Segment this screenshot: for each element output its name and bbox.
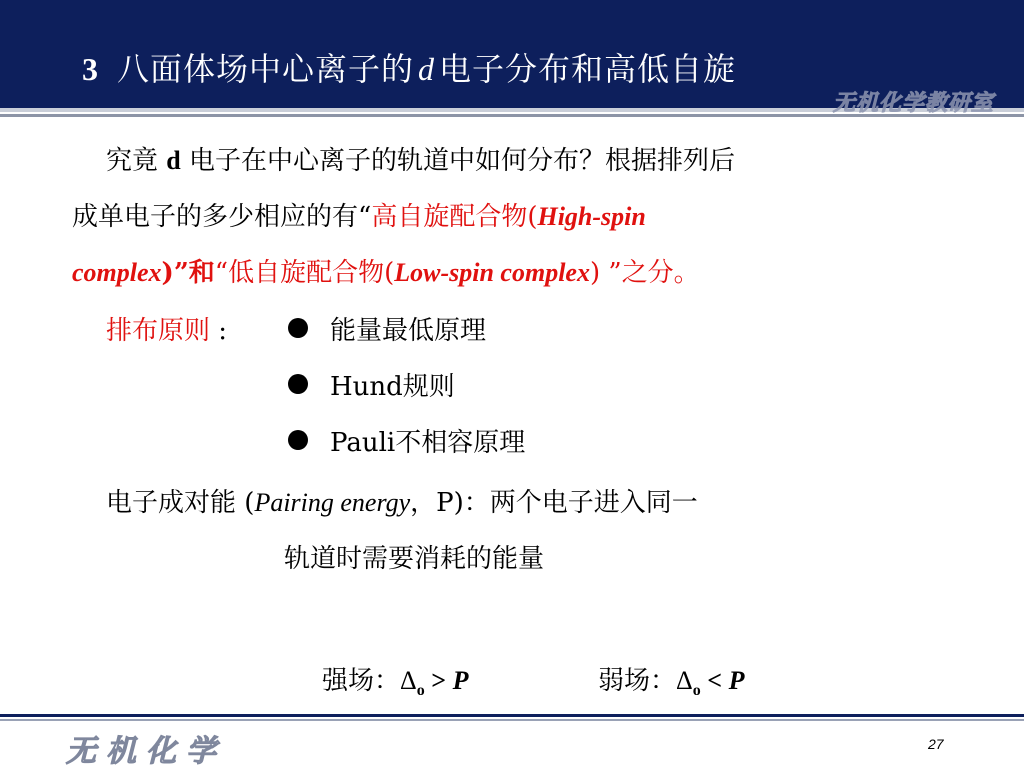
pairing-en: Pairing energy: [254, 488, 411, 517]
low-spin-en: Low-spin complex: [394, 258, 590, 287]
weak-P: P: [728, 666, 745, 695]
para1-line2: [72, 196, 646, 233]
weak-delta: Δ: [676, 666, 693, 695]
footer-divider: [0, 714, 1024, 717]
high-spin-cn: 高自旋配合物(: [371, 202, 538, 232]
footer-watermark: 无机化学: [66, 734, 226, 769]
pairing-cn: 电子成对能: [106, 488, 237, 518]
para1-rest: 电子在中心离子的轨道中如何分布？根据排列后: [189, 146, 736, 176]
para1-line1: [106, 140, 735, 177]
para1-line2-text: 成单电子的多少相应的有: [72, 202, 359, 232]
rule-item-2: [288, 366, 455, 403]
rule-text-1: 能量最低原理: [330, 316, 487, 346]
rules-colon: :: [210, 316, 228, 346]
pairing-line2-text: 轨道时需要消耗的能量: [284, 544, 545, 574]
pairing-open: (: [244, 488, 255, 518]
high-close: )”和: [161, 258, 215, 288]
low-end: ) ”之分。: [589, 258, 700, 288]
header-watermark: 无机化学教研室: [832, 91, 994, 116]
quote-open-2: “: [214, 258, 229, 288]
section-number: 3: [82, 51, 99, 87]
high-spin-en: High-spin: [537, 202, 646, 231]
para1-line3: [72, 252, 700, 289]
rules-line1: [106, 310, 227, 347]
bullet-icon: [288, 374, 308, 394]
title-part2: 电子分布和高低自旋: [439, 50, 737, 88]
pairing-mid: ，P)：两个电子进入同一: [410, 488, 698, 518]
rule-text-2: Hund规则: [330, 372, 455, 402]
strong-delta: Δ: [400, 666, 417, 695]
weak-sub: o: [692, 682, 701, 700]
weak-field: [598, 660, 744, 700]
quote-open-1: “: [358, 202, 372, 232]
weak-label: 弱场：: [598, 666, 677, 696]
weak-op: <: [700, 666, 729, 695]
pairing-line1: [106, 482, 698, 519]
title-d: d: [418, 51, 436, 87]
rule-text-3: Pauli不相容原理: [330, 428, 526, 458]
para1-prefix: 究竟: [106, 146, 159, 176]
strong-P: P: [452, 666, 469, 695]
para1-d: d: [166, 146, 181, 175]
strong-op: >: [424, 666, 453, 695]
page-number: 27: [928, 736, 944, 752]
strong-label: 强场：: [322, 666, 401, 696]
footer-divider-secondary: [0, 719, 1024, 721]
bullet-icon: [288, 430, 308, 450]
rule-item-1: [288, 310, 486, 347]
rules-label: 排布原则: [106, 316, 211, 346]
pairing-line2: [284, 538, 544, 575]
title-part1: 八面体场中心离子的: [117, 50, 415, 88]
low-spin-cn: 低自旋配合物(: [228, 258, 395, 288]
bullet-icon: [288, 318, 308, 338]
strong-sub: o: [416, 682, 425, 700]
rule-item-3: [288, 422, 525, 459]
high-spin-en2: complex: [72, 258, 162, 287]
strong-field: [322, 660, 468, 700]
